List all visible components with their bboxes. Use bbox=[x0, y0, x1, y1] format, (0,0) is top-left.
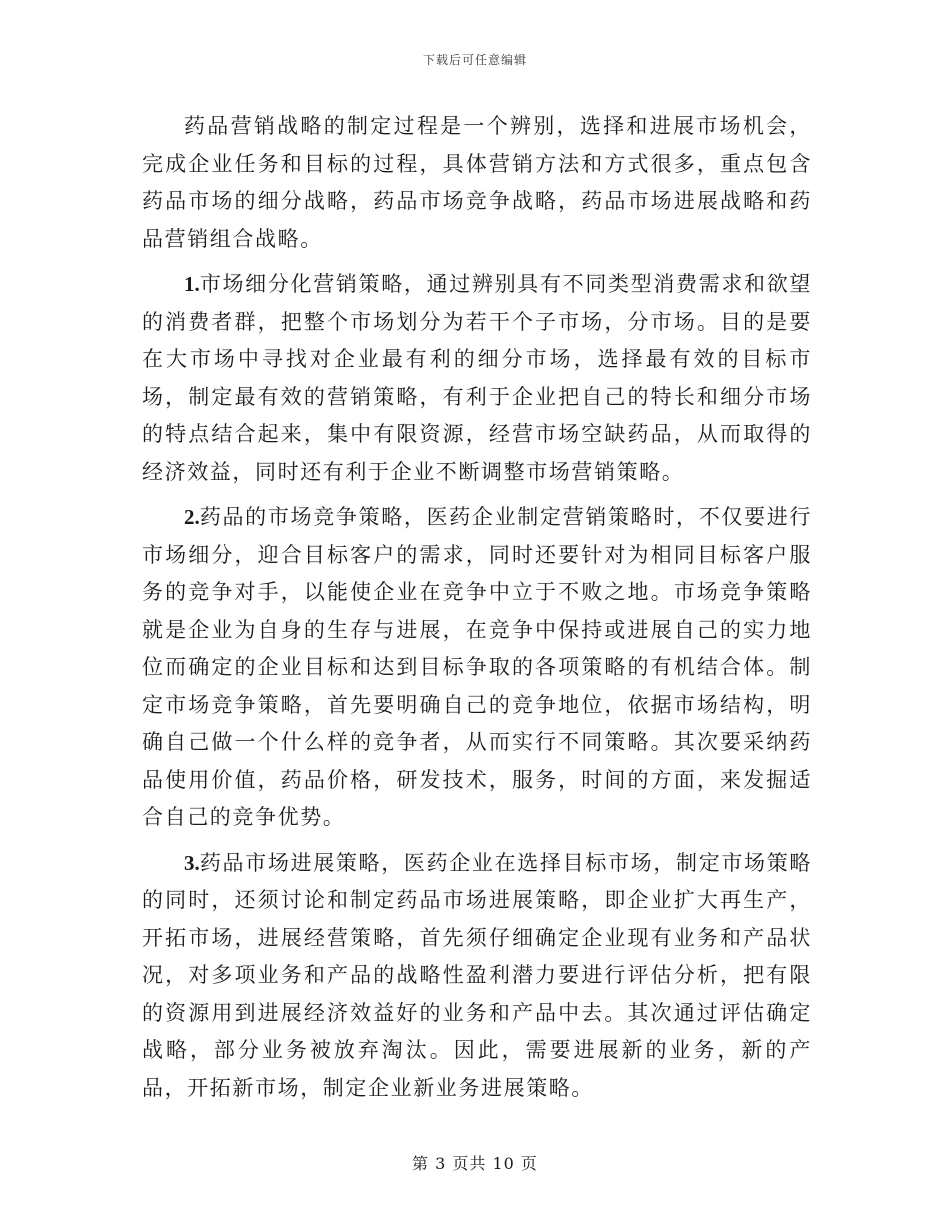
strategy-paragraph-3 bbox=[142, 845, 812, 1108]
item-text: 市场细分化营销策略，通过辨别具有不同类型消费需求和欲望的消费者群，把整个市场划分为若干个子市场，分市场。目的是要在大市场中寻找对企业最有利的细分市场，选择最有效的目标市场，制定最有效的营销策略，有利于企业把自己的特长和细分市场的特点结合起来，集中有限资源，经营市场空缺药品，从而取得的经济效益，同时还有利于企业不断调整市场营销策略。 bbox=[142, 272, 812, 484]
item-number: 2. bbox=[184, 505, 200, 529]
intro-paragraph: 药品营销战略的制定过程是一个辨别，选择和进展市场机会，完成企业任务和目标的过程，具体营销方法和方式很多，重点包含药品市场的细分战略，药品市场竞争战略，药品市场进展战略和药品营销组合战略。 bbox=[142, 114, 812, 251]
item-text: 药品市场进展策略，医药企业在选择目标市场，制定市场策略的同时，还须讨论和制定药品市场进展策略，即企业扩大再生产，开拓市场，进展经营策略，首先须仔细确定企业现有业务和产品状况，对多项业务和产品的战略性盈利潜力要进行评估分析，把有限的资源用到进展经济效益好的业务和产品中去。其次通过评估确定战略，部分业务被放弃淘汰。因此，需要进展新的业务，新的产品，开拓新市场，制定企业新业务进展策略。 bbox=[142, 850, 812, 1100]
page-number: 第 3 页共 10 页 bbox=[412, 1154, 538, 1173]
page-header-note: 下载后可任意编辑 bbox=[422, 53, 527, 67]
item-text: 药品的市场竞争策略，医药企业制定营销策略时，不仅要进行市场细分，迎合目标客户的需求，同时还要针对为相同目标客户服务的竞争对手，以能使企业在竞争中立于不败之地。市场竞争策略就是企业为自身的生存与进展，在竞争中保持或进展自己的实力地位而确定的企业目标和达到目标争取的各项策略的有机结合体。制定市场竞争策略，首先要明确自己的竞争地位，依据市场结构，明确自己做一个什么样的竞争者，从而实行不同策略。其次要采纳药品使用价值，药品价格，研发技术，服务，时间的方面，来发掘适合自己的竞争优势。 bbox=[142, 505, 812, 829]
strategy-paragraph-1 bbox=[142, 266, 812, 491]
document-body bbox=[142, 108, 812, 1115]
strategy-paragraph-2 bbox=[142, 499, 812, 837]
item-number: 3. bbox=[184, 850, 200, 875]
item-number: 1. bbox=[184, 272, 200, 296]
